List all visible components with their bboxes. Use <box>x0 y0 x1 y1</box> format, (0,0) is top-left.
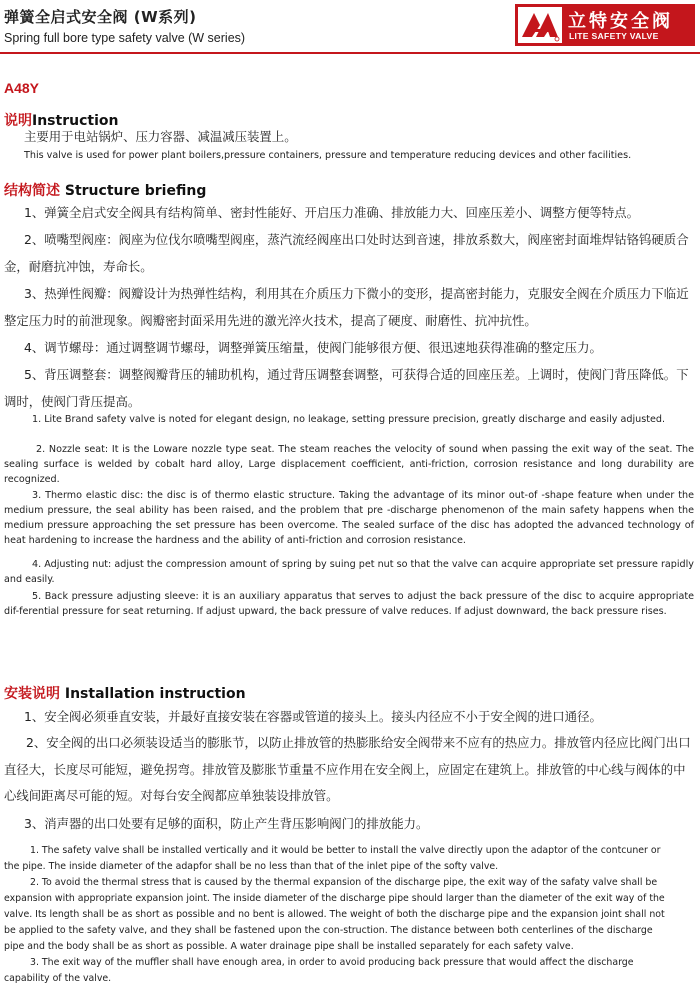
installation-line-en-9: capability of the valve. <box>4 973 112 984</box>
structure-heading <box>4 180 206 200</box>
structure-item-en-1: 1. Lite Brand safety valve is noted for elegant design, no leakage, setting pressure precision, greatly discharge and easily adjusted. <box>32 414 666 425</box>
header-title-cn: 弹簧全启式安全阀 (W系列) <box>4 8 197 26</box>
instruction-heading-en: Instruction <box>32 113 119 129</box>
installation-heading-cn: 安装说明 <box>4 686 60 702</box>
installation-heading <box>4 683 246 703</box>
brand-logo <box>515 4 695 46</box>
installation-line-en-3: 2. To avoid the thermal stress that is caused by the thermal expansion of the discharge pipe, the exit way of the safaty valve shall be <box>30 877 658 888</box>
instruction-heading-cn: 说明 <box>4 113 32 129</box>
installation-line-en-2: the pipe. The inside diameter of the adapfor shall be no less than that of the inlet pipe of the softy valve. <box>4 861 499 872</box>
structure-item-cn-3: 3、热弹性阀瓣：阀瓣设计为热弹性结构，利用其在介质压力下微小的变形，提高密封能力，克服安全阀在介质压力下临近整定压力时的前泄现象。阀瓣密封面采用先进的激光淬火技术，提高了硬度、耐磨性、抗冲抗性。 <box>4 286 689 328</box>
installation-line-en-4: expansion with appropriate expansion joint. The inside diameter of the discharge pipe should larger than the diameter of the exit way of the <box>4 893 665 904</box>
structure-item-cn-1: 1、弹簧全启式安全阀具有结构简单、密封性能好、开启压力准确、排放能力大、回座压差小、调整方便等特点。 <box>24 205 640 220</box>
installation-line-en-7: pipe and the body shall be as short as possible. A water drainage pipe shall be installed separately for each safety valve. <box>4 941 574 952</box>
installation-item-cn-1: 1、安全阀必须垂直安装，并最好直接安装在容器或管道的接头上。接头内径应不小于安全阀的进口通径。 <box>24 709 602 724</box>
installation-line-en-5: valve. Its length shall be as short as possible and no bent is allowed. The weight of both the discharge pipe and the expansion joint shall not <box>4 909 665 920</box>
structure-item-en-5: 5. Back pressure adjusting sleeve: it is an auxiliary apparatus that serves to adjust the back pressure of the disc to acquire appropriate dif-ferential pressure for seat returning. If adjust upward, the back pressure of valve reduces. If adjust downward, the back pressure rises. <box>4 591 694 617</box>
page-header <box>0 0 700 52</box>
structure-item-en-4: 4. Adjusting nut: adjust the compression amount of spring by suing pet nut so that the valve can acquire appropriate set pressure rapidly and easily. <box>4 559 694 585</box>
header-divider <box>0 52 700 54</box>
logo-text-en: LITE SAFETY VALVE <box>569 31 659 41</box>
structure-heading-cn: 结构简述 <box>4 183 60 199</box>
instruction-text-cn: 主要用于电站锅炉、压力容器、减温减压装置上。 <box>24 129 297 144</box>
structure-heading-en: Structure briefing <box>64 183 207 199</box>
structure-item-en-3: 3. Thermo elastic disc: the disc is of thermo elastic structure. Taking the advantage of its minor out-of -shape feature when under the medium pressure, the seal ability has been raised, and the problem that pre -discharge phenomenon of the main safety happens when the medium pressure approaching the set pressure has been overcome. The sealed surface of the disc has adopted the advanced technology of heat hardening to increase the hardness and the ability of anti-friction and corrosion resistance. <box>4 490 694 546</box>
structure-item-cn-2: 2、喷嘴型阀座：阀座为位伐尔喷嘴型阀座，蒸汽流经阀座出口处时达到音速，排放系数大，阀座密封面堆焊钴铬钨硬质合金，耐磨抗冲蚀，寿命长。 <box>4 232 689 274</box>
structure-item-en-2: 2. Nozzle seat: It is the Loware nozzle type seat. The steam reaches the velocity of sound when passing the exit way of the seat. The sealing surface is welded by cobalt hard alloy, Large displacement coefficient, anti-friction, corrosion resistance and long durability are recognized. <box>4 444 694 485</box>
installation-line-en-6: be applied to the safety valve, and they shall be fastened upon the con-struction. The distance between both centerlines of the discharge <box>4 925 653 936</box>
structure-item-cn-4: 4、调节螺母：通过调整调节螺母，调整弹簧压缩量，使阀门能够很方便、很迅速地获得准确的整定压力。 <box>24 340 602 355</box>
logo-mark-icon <box>518 7 562 43</box>
instruction-text-en: This valve is used for power plant boilers,pressure containers, pressure and temperature reducing devices and other facilities. <box>24 150 632 161</box>
installation-item-cn-2: 2、安全阀的出口必须装设适当的膨胀节，以防止排放管的热膨胀给安全阀带来不应有的热应力。排放管内径应比阀门出口直径大，长度尽可能短，避免拐弯。排放管及膨胀节重量不应作用在安全阀上，应固定在建筑上。排放管的中心线与阀体的中心线间距离尽可能的短。对每台安全阀都应单独装设排放管。 <box>4 735 691 803</box>
structure-item-cn-5: 5、背压调整套：调整阀瓣背压的辅助机构，通过背压调整套调整，可获得合适的回座压差。上调时，使阀门背压降低。下调时，使阀门背压提高。 <box>4 367 689 409</box>
logo-text-cn: 立特安全阀 <box>568 11 673 32</box>
installation-line-en-1: 1. The safety valve shall be installed vertically and it would be better to install the valve directly upon the adaptor of the contcuner or <box>30 845 661 856</box>
installation-line-en-8: 3. The exit way of the muffler shall have enough area, in order to avoid producing back pressure that would affect the discharge <box>30 957 634 968</box>
installation-heading-en: Installation instruction <box>64 686 246 702</box>
header-title-en: Spring full bore type safety valve (W series) <box>4 31 246 45</box>
model-number: A48Y <box>4 80 40 96</box>
installation-item-cn-3: 3、消声器的出口处要有足够的面积，防止产生背压影响阀门的排放能力。 <box>24 816 429 831</box>
